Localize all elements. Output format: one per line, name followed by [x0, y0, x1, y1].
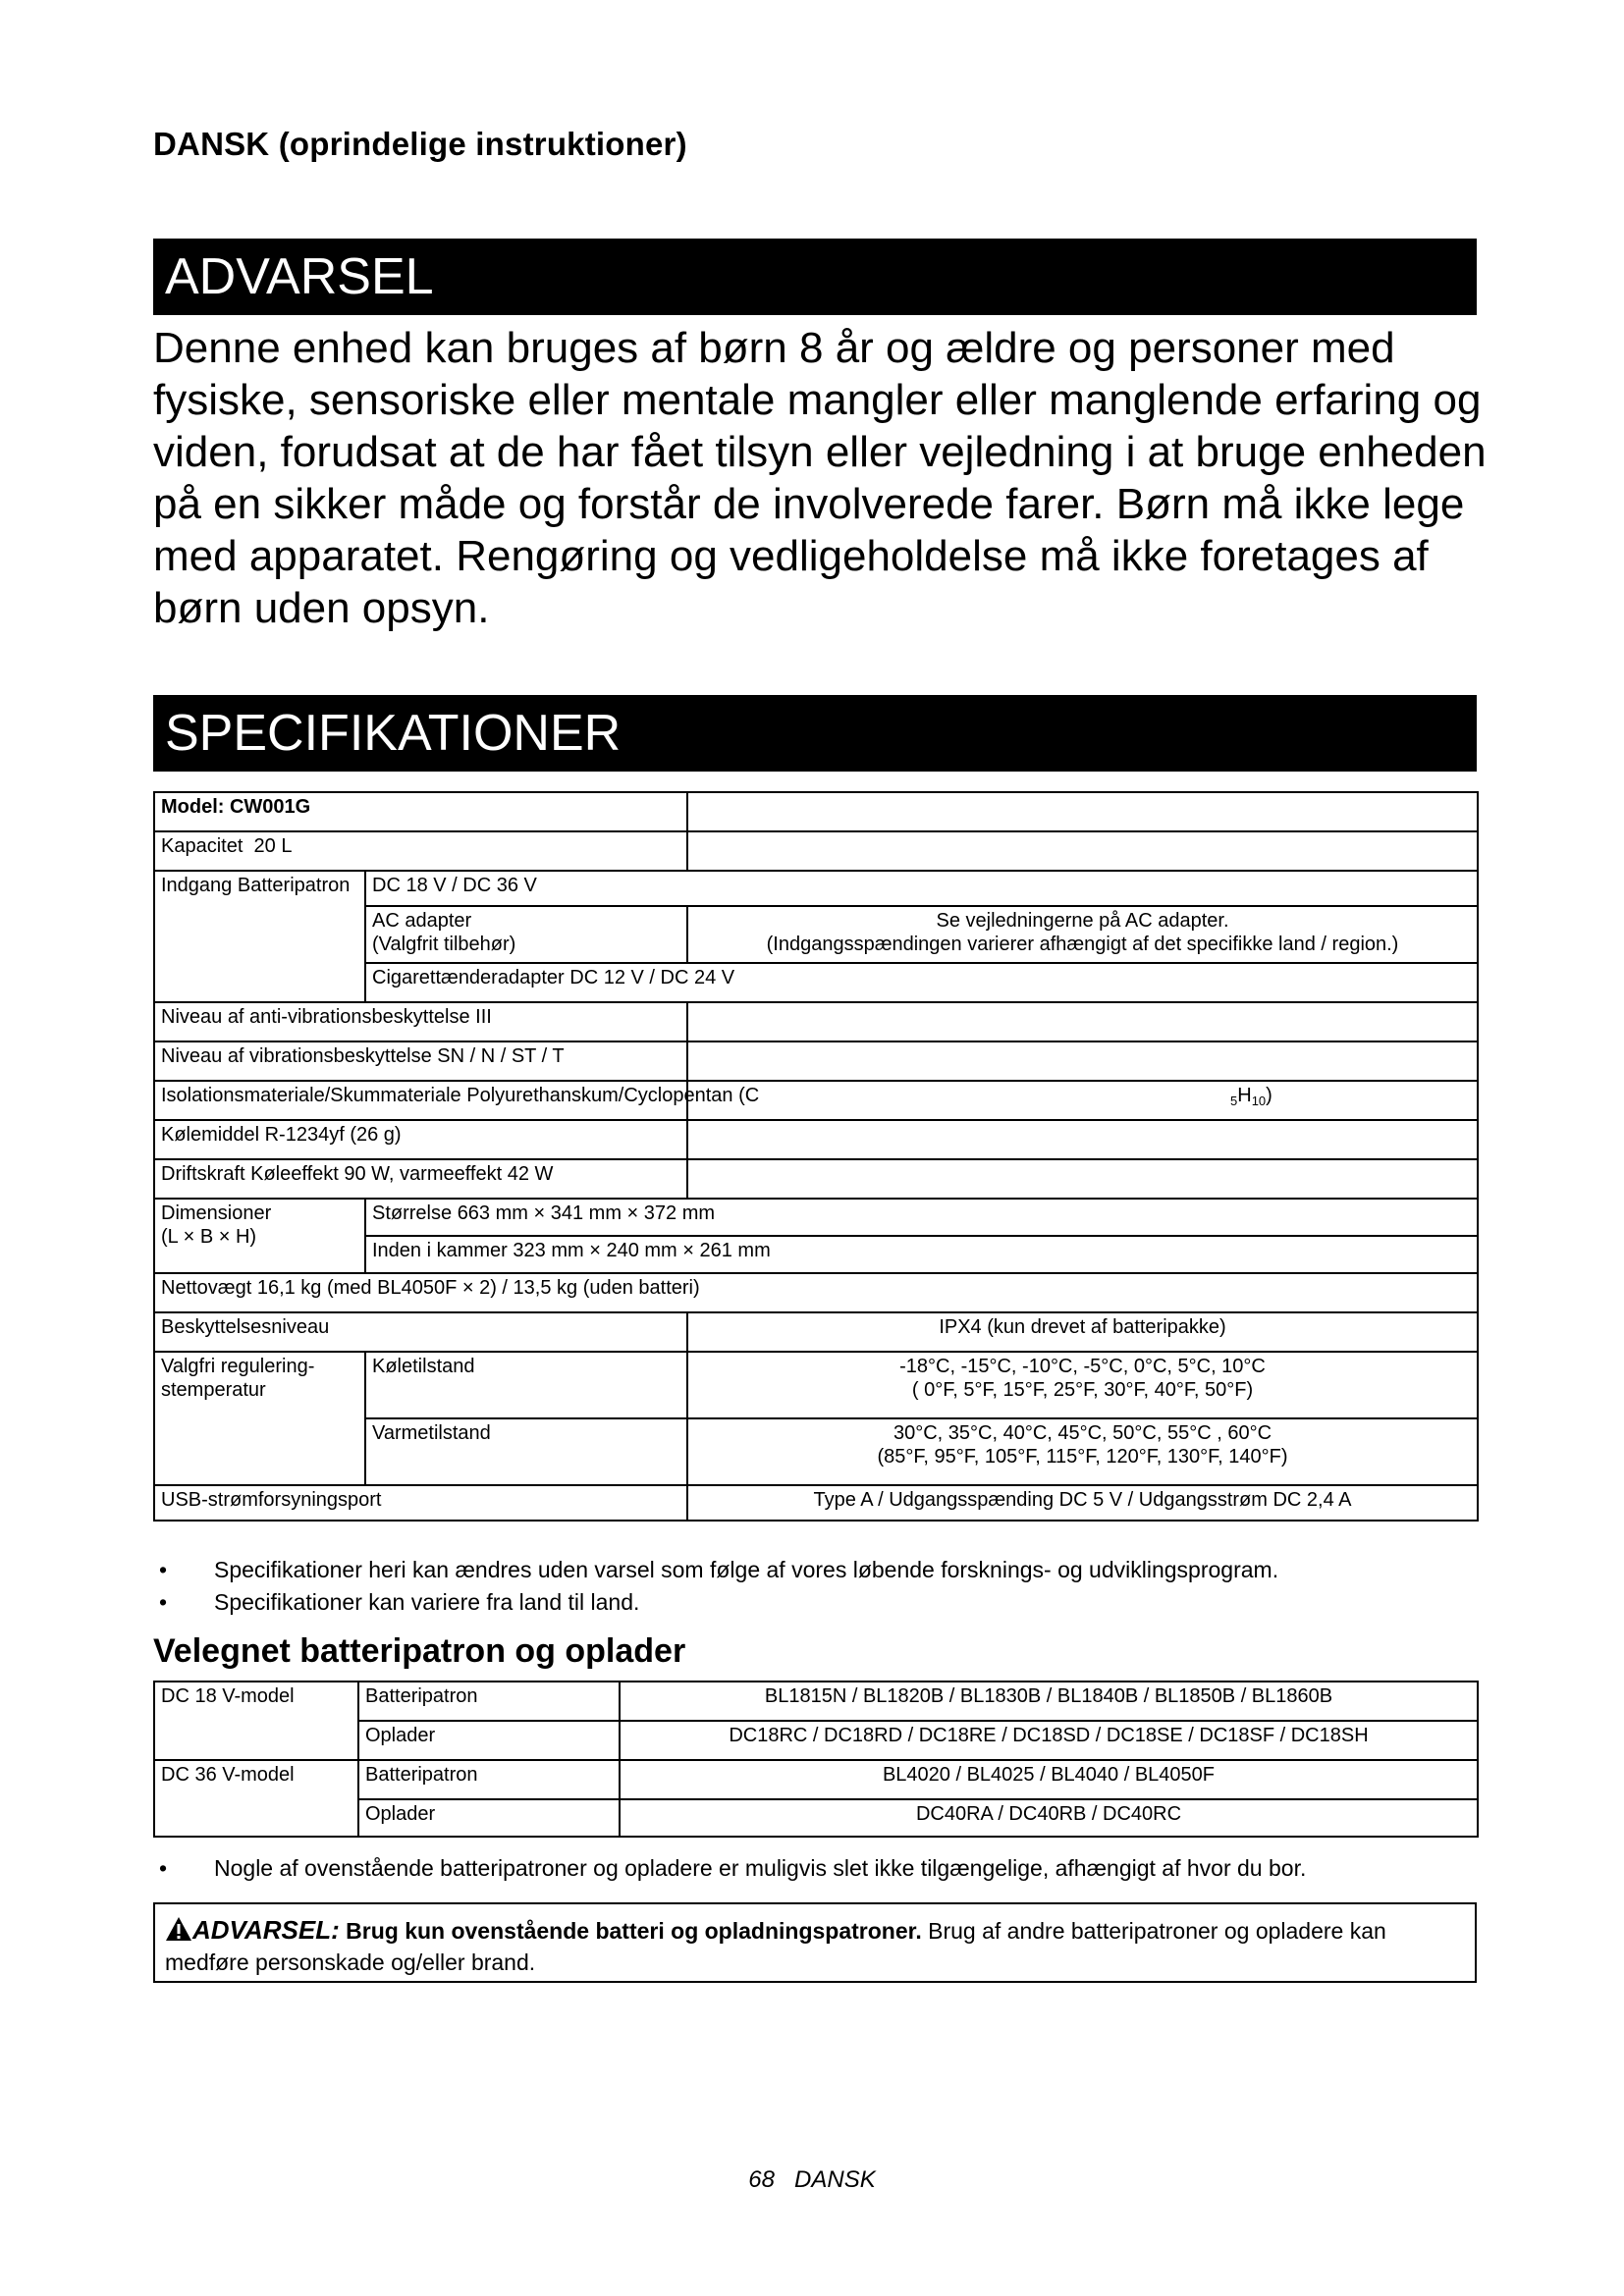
empty-cell	[687, 1002, 1478, 1041]
vibration-cell	[154, 1041, 687, 1081]
insulation-value: Polyurethanskum/Cyclopentan (C	[466, 1085, 760, 1106]
table-row	[154, 792, 1478, 831]
table-row	[154, 1199, 1478, 1236]
vibration-label: Niveau af vibrationsbeskyttelse	[161, 1045, 432, 1067]
table-row	[154, 1760, 1478, 1799]
size-label: Størrelse	[372, 1202, 453, 1224]
heating-fahrenheit: (85°F, 95°F, 105°F, 115°F, 120°F, 130°F, 140°F)	[877, 1446, 1288, 1468]
table-row	[154, 1159, 1478, 1199]
heating-celsius: 30°C, 35°C, 40°C, 45°C, 50°C, 55°C , 60°C	[893, 1422, 1272, 1444]
list-item	[153, 1586, 1489, 1619]
warning-bold-text: Brug kun ovenstående batteri og opladningspatroner.	[346, 1918, 922, 1944]
dimensions-label-cell	[154, 1199, 365, 1273]
formula-element: H	[1237, 1085, 1252, 1106]
table-row	[154, 1312, 1478, 1352]
cigarette-adapter-cell	[365, 963, 1478, 1002]
power-label: Driftskraft	[161, 1163, 245, 1185]
page-title: DANSK (oprindelige instruktioner)	[153, 126, 687, 162]
battery-notes	[153, 1852, 1489, 1885]
page-footer	[0, 2166, 1624, 2194]
table-row	[154, 1485, 1478, 1521]
dc18-model-cell: DC 18 V-model	[154, 1682, 358, 1760]
bullet: •	[158, 1557, 168, 1582]
ac-adapter-note: (Indgangsspændingen varierer afhængigt af det specifikke land / region.)	[766, 934, 1399, 955]
heating-label-cell: Varmetilstand	[365, 1418, 687, 1485]
capacity-value: 20 L	[253, 835, 293, 857]
table-row	[154, 1273, 1478, 1312]
specification-notes	[153, 1554, 1489, 1619]
bullet: •	[158, 1855, 168, 1881]
dc36-chargers-cell: DC40RA / DC40RB / DC40RC	[620, 1799, 1478, 1837]
table-row	[154, 1081, 1478, 1120]
temperature-label-continued: stemperatur	[161, 1379, 266, 1401]
battery-label-cell: Batteripatron	[358, 1682, 620, 1721]
anti-vibration-cell	[154, 1002, 687, 1041]
note-text: Specifikationer heri kan ændres uden varsel som følge af vores løbende forsknings- og udviklingsprogram.	[214, 1557, 1279, 1582]
cooling-fahrenheit: ( 0°F, 5°F, 15°F, 25°F, 30°F, 40°F, 50°F)	[911, 1379, 1254, 1401]
charger-label-cell: Oplader	[358, 1721, 620, 1760]
charger-label-cell: Oplader	[358, 1799, 620, 1837]
coolant-label: Kølemiddel	[161, 1124, 260, 1146]
cooling-label-cell: Køletilstand	[365, 1352, 687, 1418]
footer-language: DANSK	[794, 2166, 876, 2193]
warning-banner: ADVARSEL	[153, 239, 1477, 315]
battery-label: Batteripatron	[237, 875, 351, 896]
table-row	[154, 871, 1478, 906]
formula-subscript: 10	[1251, 1094, 1267, 1108]
specifications-table	[153, 791, 1479, 1522]
bullet: •	[158, 1589, 168, 1615]
insulation-cell	[154, 1081, 760, 1120]
net-weight-label: Nettovægt	[161, 1277, 252, 1299]
table-row	[154, 831, 1478, 871]
capacity-label: Kapacitet	[161, 835, 244, 857]
empty-cell	[687, 1041, 1478, 1081]
dimensions-label: Dimensioner	[161, 1202, 272, 1224]
cooling-value-cell	[687, 1352, 1478, 1418]
coolant-cell	[154, 1120, 687, 1159]
battery-section-heading: Velegnet batteripatron og oplader	[153, 1632, 686, 1670]
formula-subscript: 5	[1230, 1094, 1238, 1108]
list-item	[153, 1852, 1489, 1885]
empty-cell	[687, 1120, 1478, 1159]
ac-adapter-value: Se vejledningerne på AC adapter.	[936, 910, 1229, 932]
empty-cell	[687, 1159, 1478, 1199]
model-cell: Model: CW001G	[154, 792, 687, 831]
page-number: 68	[748, 2166, 775, 2193]
ac-adapter-optional-label: (Valgfrit tilbehør)	[372, 934, 516, 955]
warning-text: Denne enhed kan bruges af børn 8 år og ældre og personer med fysiske, sensoriske eller mentale mangler eller manglende erfaring og viden, forudsat at de har fået tilsyn eller vejledning i at bruge enheden på en sikker måde og forstår de involverede farer. Børn må ikke lege med apparatet. Rengøring og vedligeholdelse må ikke foretages af børn uden opsyn.	[153, 324, 1487, 632]
usb-label-cell: USB-strømforsyningsport	[154, 1485, 687, 1521]
dc36-batteries-cell: BL4020 / BL4025 / BL4040 / BL4050F	[620, 1760, 1478, 1799]
temperature-label: Valgfri regulering-	[161, 1356, 315, 1377]
cigarette-adapter-label: Cigarettænderadapter	[372, 967, 565, 988]
power-cell	[154, 1159, 687, 1199]
formula-close: )	[1266, 1085, 1272, 1106]
warning-box-text: Brug af andre batteripatroner og opladere kan medføre personskade og/eller brand.	[165, 1918, 1386, 1975]
net-weight-value: 16,1 kg (med BL4050F × 2) / 13,5 kg (uden batteri)	[256, 1277, 700, 1299]
insulation-formula-cell	[687, 1081, 1478, 1120]
battery-value-cell: DC 18 V / DC 36 V	[365, 871, 1478, 906]
dc18-batteries-cell: BL1815N / BL1820B / BL1830B / BL1840B / BL1850B / BL1860B	[620, 1682, 1478, 1721]
input-label-cell	[154, 871, 365, 1002]
table-row	[154, 1352, 1478, 1418]
warning-label: ADVARSEL:	[192, 1915, 340, 1945]
inner-size-cell	[365, 1236, 1478, 1273]
protection-value-cell: IPX4 (kun drevet af batteripakke)	[687, 1312, 1478, 1352]
coolant-value: R-1234yf (26 g)	[264, 1124, 402, 1146]
anti-vibration-value: III	[475, 1006, 492, 1028]
empty-cell	[687, 792, 1478, 831]
battery-charger-table	[153, 1681, 1479, 1838]
cooling-celsius: -18°C, -15°C, -10°C, -5°C, 0°C, 5°C, 10°C	[899, 1356, 1266, 1377]
capacity-cell	[154, 831, 687, 871]
table-row	[154, 1002, 1478, 1041]
temperature-label-cell	[154, 1352, 365, 1485]
cigarette-adapter-value: DC 12 V / DC 24 V	[569, 967, 735, 988]
protection-label-cell: Beskyttelsesniveau	[154, 1312, 687, 1352]
ac-adapter-label: AC adapter	[372, 910, 472, 932]
inner-size-label: Inden i kammer	[372, 1240, 508, 1261]
table-row	[154, 1120, 1478, 1159]
dc36-model-cell: DC 36 V-model	[154, 1760, 358, 1837]
inner-size-value: 323 mm × 240 mm × 261 mm	[513, 1240, 771, 1261]
insulation-label: Isolationsmateriale/Skummateriale	[161, 1085, 461, 1106]
note-text: Specifikationer kan variere fra land til land.	[214, 1589, 640, 1615]
size-value: 663 mm × 341 mm × 372 mm	[457, 1202, 716, 1224]
table-row	[154, 1682, 1478, 1721]
battery-label-cell: Batteripatron	[358, 1760, 620, 1799]
note-text: Nogle af ovenstående batteripatroner og opladere er muligvis slet ikke tilgængelige, afhængigt af hvor du bor.	[214, 1855, 1307, 1881]
list-item	[153, 1554, 1489, 1586]
dc18-chargers-cell: DC18RC / DC18RD / DC18RE / DC18SD / DC18SE / DC18SF / DC18SH	[620, 1721, 1478, 1760]
warning-triangle-icon	[165, 1916, 192, 1942]
input-label: Indgang	[161, 875, 233, 896]
anti-vibration-label: Niveau af anti-vibrationsbeskyttelse	[161, 1006, 470, 1028]
table-row	[154, 1041, 1478, 1081]
empty-cell	[687, 831, 1478, 871]
usb-value-cell: Type A / Udgangsspænding DC 5 V / Udgangsstrøm DC 2,4 A	[687, 1485, 1478, 1521]
ac-adapter-value-cell	[687, 906, 1478, 963]
size-cell	[365, 1199, 1478, 1236]
specifications-banner: SPECIFIKATIONER	[153, 695, 1477, 772]
power-value: Køleeffekt 90 W, varmeeffekt 42 W	[250, 1163, 554, 1185]
ac-adapter-label-cell	[365, 906, 687, 963]
net-weight-cell	[154, 1273, 1478, 1312]
vibration-value: SN / N / ST / T	[437, 1045, 565, 1067]
heating-value-cell	[687, 1418, 1478, 1485]
warning-box	[153, 1902, 1477, 1983]
dimensions-unit-label: (L × B × H)	[161, 1226, 257, 1248]
